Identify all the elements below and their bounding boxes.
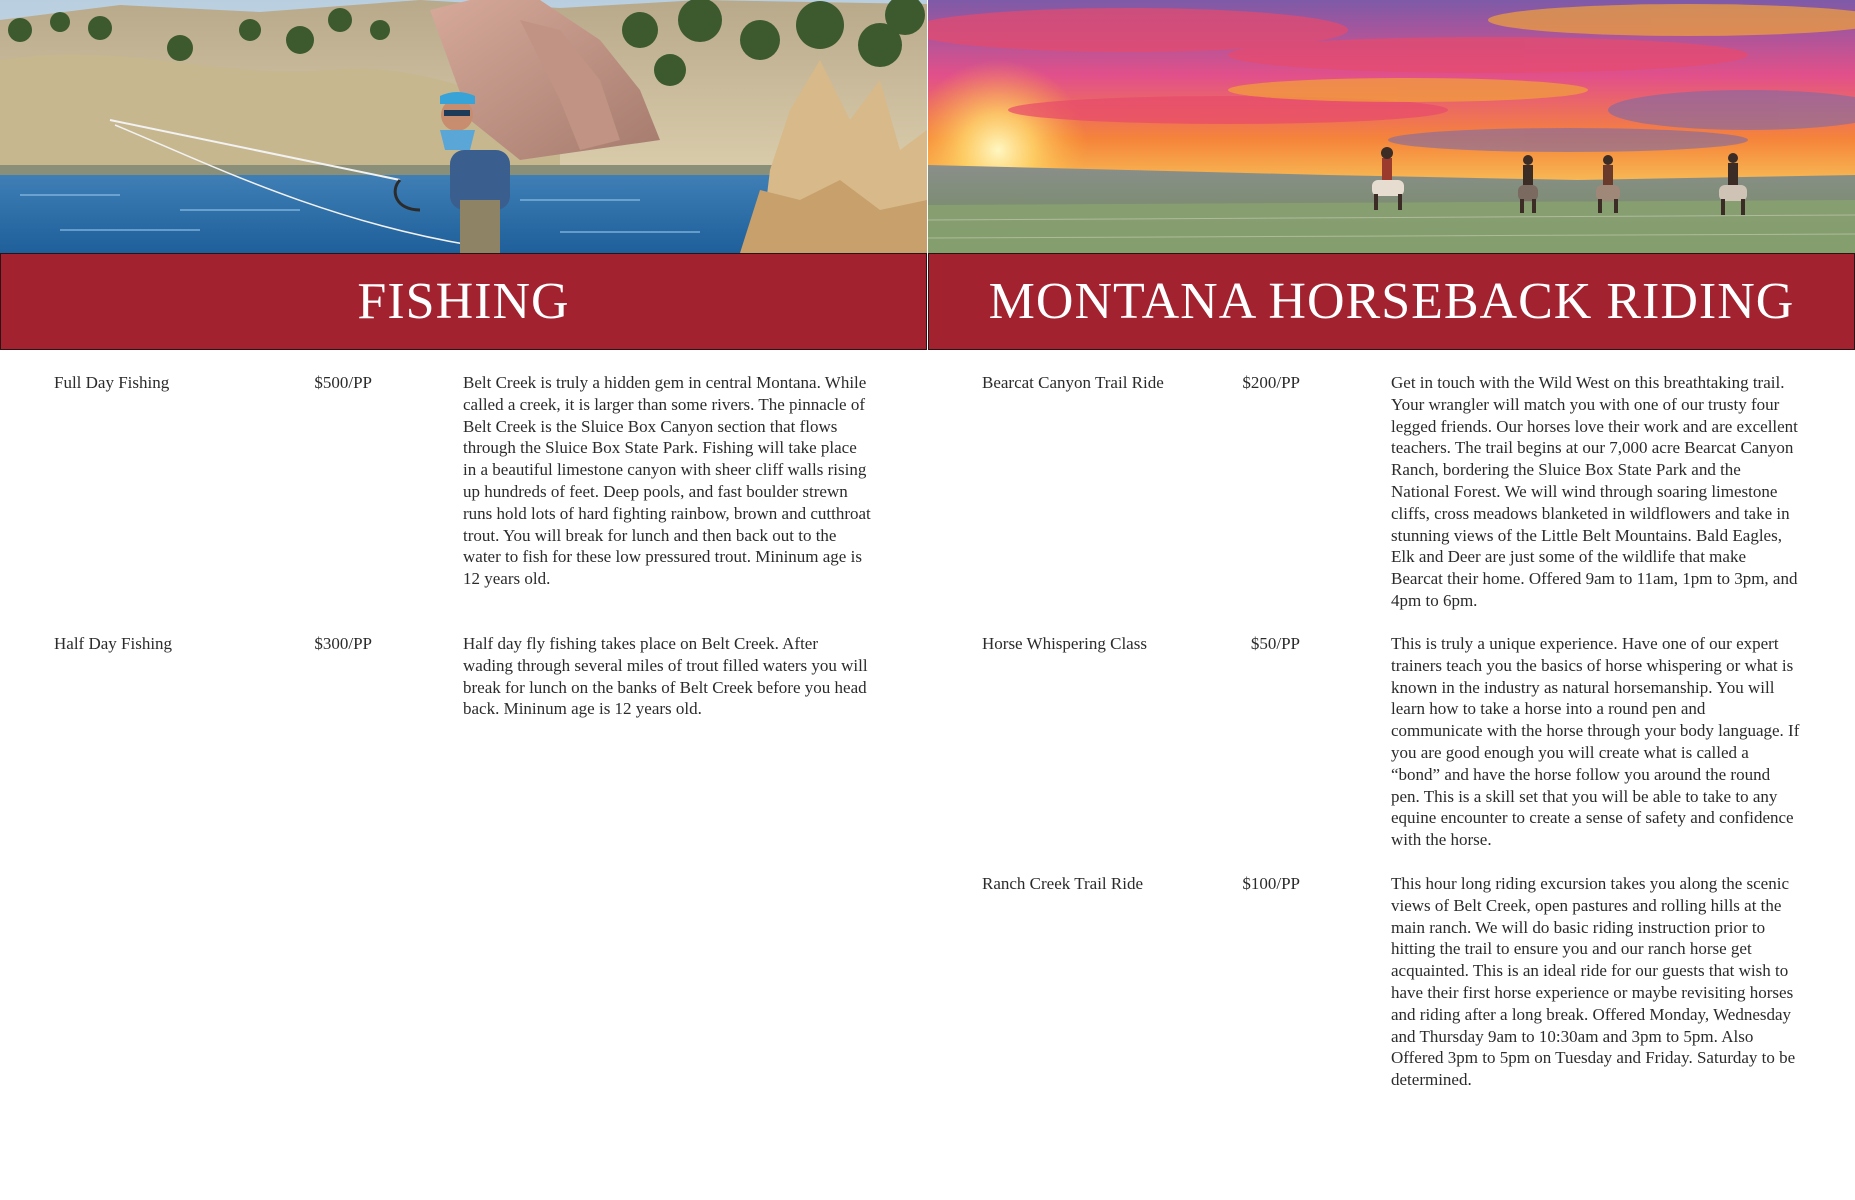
item-price: $300/PP bbox=[314, 634, 372, 653]
item-name: Horse Whispering Class bbox=[982, 634, 1147, 653]
list-item bbox=[928, 372, 1855, 612]
item-name: Ranch Creek Trail Ride bbox=[982, 874, 1144, 893]
item-name: Full Day Fishing bbox=[54, 373, 170, 392]
item-description: This hour long riding excursion takes you along the scenic views of Belt Creek, open pastures and rolling hills at the main ranch. We will do basic riding instruction prior to hitting the trail to ensure you and our ranch horse get acquainted. This is an ideal ride for our guests that wish to have their first horse experience or maybe revisiting horses and riding after a long break. Offered Monday, Wednesday and Thursday 9am to 10:30am and 3pm to 5pm. Also Offered 3pm to 5pm on Tuesday and Friday. Saturday to be determined. bbox=[1391, 874, 1796, 1090]
item-description: Get in touch with the Wild West on this breathtaking trail. Your wrangler will match you with one of our trusty four legged friends. Our horses love their work and are excellent teachers. The trail begins at our 7,000 acre Bearcat Canyon Ranch, bordering the Sluice Box State Park and the National Forest. We will wind through soaring limestone cliffs, cross meadows blanketed in wildflowers and take in stunning views of the Little Belt Mountains. Bald Eagles, Elk and Deer are just some of the wildlife that make Bearcat their home. Offered 9am to 11am, 1pm to 3pm, and 4pm to 6pm. bbox=[1391, 373, 1798, 610]
horseback-panel bbox=[928, 0, 1855, 1200]
item-description: Half day fly fishing takes place on Belt Creek. After wading through several miles of trout filled waters you will break for lunch on the banks of Belt Creek before you head back. Mininum age is 12 years old. bbox=[463, 634, 868, 719]
item-description: This is truly a unique experience. Have one of our expert trainers teach you the basics of horse whispering or what is known in the industry as natural horsemanship. You will learn how to take a horse into a round pen and communicate with the horse through your body language. If you are good enough you will create what is called a “bond” and have the horse follow you around the round pen. This is a skill set that you will be able to take to any equine encounter to create a sense of safety and confidence with the horse. bbox=[1391, 634, 1800, 850]
fishing-title: FISHING bbox=[357, 272, 570, 330]
item-name: Half Day Fishing bbox=[54, 634, 173, 653]
fishing-banner bbox=[0, 253, 927, 350]
fly-fishing-photo bbox=[0, 0, 927, 253]
item-price: $100/PP bbox=[1242, 874, 1300, 893]
item-description: Belt Creek is truly a hidden gem in central Montana. While called a creek, it is larger than some rivers. The pinnacle of Belt Creek is the Sluice Box Canyon section that flows through the Sluice Box State Park. Fishing will take place in a beautiful limestone canyon with sheer cliff walls rising up hundreds of feet. Deep pools, and fast boulder strewn runs hold lots of hard fighting rainbow, brown and cutthroat trout. You will break for lunch and then back out to the water to fish for these low pressured trout. Mininum age is 12 years old. bbox=[463, 373, 871, 589]
item-price: $200/PP bbox=[1242, 373, 1300, 392]
item-name: Bearcat Canyon Trail Ride bbox=[982, 373, 1164, 392]
horseback-title: MONTANA HORSEBACK RIDING bbox=[988, 272, 1795, 330]
list-item bbox=[928, 633, 1855, 873]
list-item bbox=[0, 372, 927, 592]
list-item bbox=[0, 633, 927, 733]
item-price: $500/PP bbox=[314, 373, 372, 392]
item-price: $50/PP bbox=[1250, 634, 1300, 653]
fishing-panel bbox=[0, 0, 927, 1200]
horseback-sunset-photo bbox=[928, 0, 1855, 253]
horseback-banner bbox=[928, 253, 1855, 350]
list-item bbox=[928, 873, 1855, 1113]
